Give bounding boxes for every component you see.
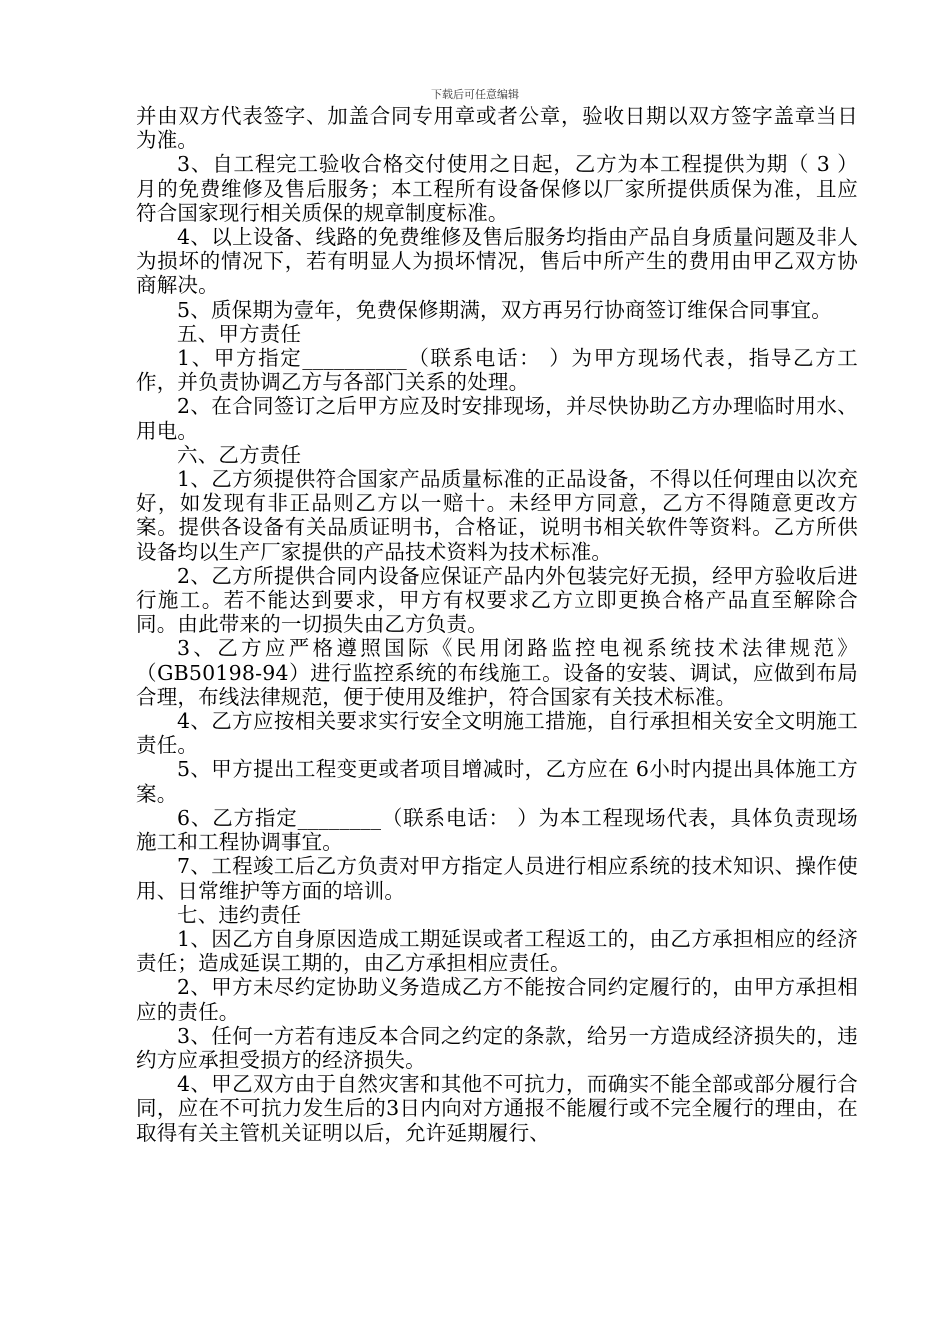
document-body — [136, 104, 858, 1145]
paragraph-free-repair: 4、以上设备、线路的免费维修及售后服务均指由产品自身质量问题及非人为损坏的情况下，若有明显人为损坏情况，售后中所产生的费用由甲乙双方协商解决。 — [136, 225, 858, 298]
paragraph-warranty-period: 3、自工程完工验收合格交付使用之日起，乙方为本工程提供为期（ 3 ）月的免费维修及售后服务；本工程所有设备保修以厂家所提供质保为准，且应符合国家现行相关质保的规章制度标准。 — [136, 152, 858, 225]
paragraph-party-a-site: 2、在合同签订之后甲方应及时安排现场，并尽快协助乙方办理临时用水、用电。 — [136, 394, 858, 443]
text-segment: （联系电话： ）为本工程现场代表，具体负责现场施工和工程协调事宜。 — [136, 805, 858, 855]
paragraph-genuine-equipment: 1、乙方须提供符合国家产品质量标准的正品设备，不得以任何理由以次充好，如发现有非正品则乙方以一赔十。未经甲方同意，乙方不得随意更改方案。提供各设备有关品质证明书，合格证，说明书相关软件等资料。乙方所供设备均以生产厂家提供的产品技术资料为技术标准。 — [136, 467, 858, 564]
section-heading-party-b: 六、乙方责任 — [177, 442, 302, 467]
section-heading-party-a: 五、甲方责任 — [177, 321, 302, 346]
paragraph-safety: 4、乙方应按相关要求实行安全文明施工措施，自行承担相关安全文明施工责任。 — [136, 709, 858, 758]
representative-blank: __________ — [302, 346, 407, 371]
text-segment: 1、甲方指定 — [177, 346, 303, 371]
text-segment: （联系电话： ）为甲方现场代表，指导乙方工作，并负责协调乙方与各部门关系的处理。 — [136, 346, 858, 395]
paragraph-training: 7、工程竣工后乙方负责对甲方指定人员进行相应系统的技术知识、操作使用、日常维护等方面的培训。 — [136, 854, 858, 903]
paragraph-party-a-representative — [136, 346, 858, 394]
paragraph-force-majeure: 4、甲乙双方由于自然灾害和其他不可抗力，而确实不能全部或部分履行合同，应在不可抗力发生后的3日内向对方通报不能履行或不完全履行的理由，在取得有关主管机关证明以后，允许延期履行、 — [136, 1072, 858, 1145]
paragraph-delay: 1、因乙方自身原因造成工期延误或者工程返工的，由乙方承担相应的经济责任；造成延误工期的，由乙方承担相应责任。 — [136, 926, 858, 976]
page-header: 下载后可任意编辑 — [431, 88, 519, 101]
paragraph-packaging: 2、乙方所提供合同内设备应保证产品内外包装完好无损，经甲方验收后进行施工。若不能达到要求，甲方有权要求乙方立即更换合格产品直至解除合同。由此带来的一切损失由乙方负责。 — [136, 563, 858, 637]
paragraph-party-a-default: 2、甲方未尽约定协助义务造成乙方不能按合同约定履行的，由甲方承担相应的责任。 — [136, 975, 858, 1024]
representative-blank: ________ — [297, 805, 382, 830]
section-heading-breach: 七、违约责任 — [177, 902, 302, 927]
paragraph-change-response: 5、甲方提出工程变更或者项目增减时，乙方应在 6小时内提出具体施工方案。 — [136, 757, 858, 806]
paragraph-warranty-year: 5、质保期为壹年，免费保修期满，双方再另行协商签订维保合同事宜。 — [177, 297, 832, 322]
text-segment: 6、乙方指定 — [177, 805, 298, 830]
paragraph-standards: 3、乙方应严格遵照国际《民用闭路监控电视系统技术法律规范》（GB50198-94）进行监控系统的布线施工。设备的安装、调试，应做到布局合理，布线法律规范，便于使用及维护，符合国家有关技术标准。 — [136, 636, 858, 709]
paragraph-breach-loss: 3、任何一方若有违反本合同之约定的条款，给另一方造成经济损失的，违约方应承担受损方的经济损失。 — [136, 1023, 858, 1072]
paragraph-party-b-representative — [136, 806, 858, 854]
paragraph-acceptance: 并由双方代表签字、加盖合同专用章或者公章，验收日期以双方签字盖章当日为准。 — [136, 104, 858, 153]
